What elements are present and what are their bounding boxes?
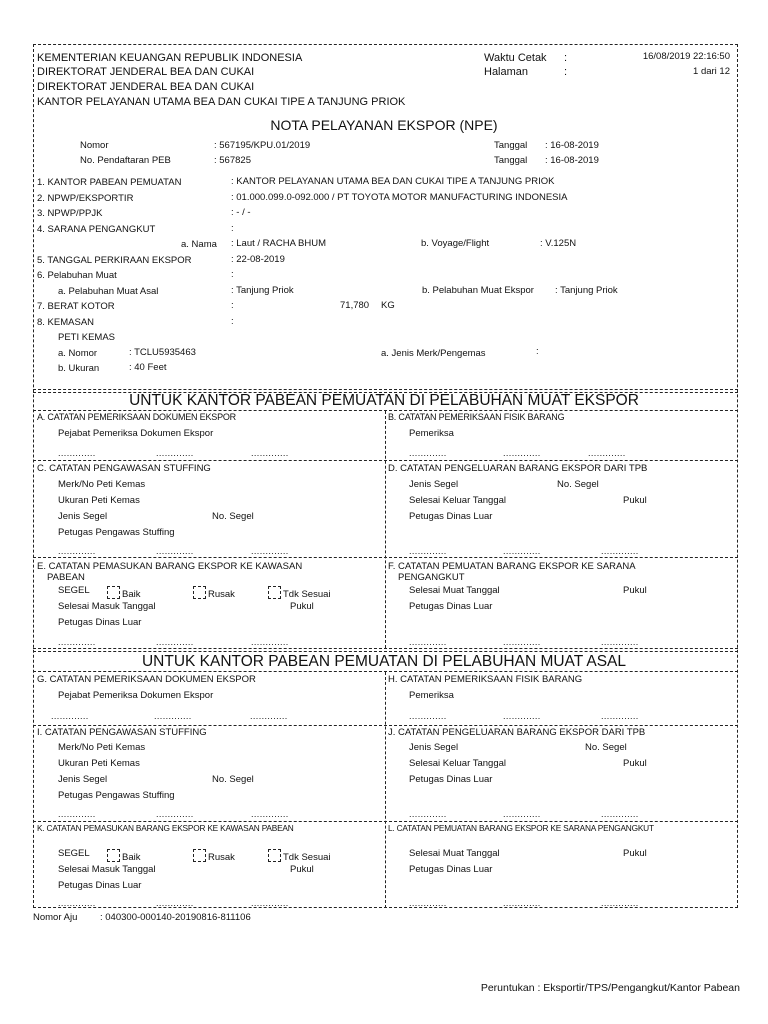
peb-value: : 567825 <box>214 155 251 166</box>
merk-label: a. Jenis Merk/Pengemas <box>381 348 486 359</box>
peb-label: No. Pendaftaran PEB <box>80 155 171 166</box>
pukul-label: Pukul <box>623 585 647 596</box>
box-g-title: G. CATATAN PEMERIKSAAN DOKUMEN EKSPOR <box>37 674 256 685</box>
merk-peti-label: Merk/No Peti Kemas <box>58 479 146 490</box>
pejabat-label: Pejabat Pemeriksa Dokumen Ekspor <box>58 428 214 439</box>
voyage-value: : V.125N <box>540 238 577 249</box>
pel-ekspor-label: b. Pelabuhan Muat Ekspor <box>422 285 534 296</box>
petugas-stuffing-label: Petugas Pengawas Stuffing <box>58 527 175 538</box>
section1-title: UNTUK KANTOR PABEAN PEMUATAN DI PELABUHAN MUAT EKSPOR <box>129 392 639 409</box>
selesai-keluar-label: Selesai Keluar Tanggal <box>409 495 507 506</box>
nama-label: a. Nama <box>181 239 217 250</box>
pel-ekspor-value: : Tanjung Priok <box>555 285 618 296</box>
signature-dots: ............. <box>601 809 639 819</box>
selesai-muat-label: Selesai Muat Tanggal <box>409 848 500 859</box>
segel-tdk-sesuai-option[interactable] <box>268 849 331 863</box>
signature-dots: ............. <box>503 448 541 458</box>
signature-dots: ............. <box>409 711 447 721</box>
checkbox-rusak[interactable] <box>193 849 206 862</box>
baik-label: Baik <box>122 852 141 863</box>
section2-divider <box>33 648 738 652</box>
header-ministry: KEMENTERIAN KEUANGAN REPUBLIK INDONESIA <box>37 52 303 64</box>
box-c-title: C. CATATAN PENGAWASAN STUFFING <box>37 463 211 474</box>
signature-dots: ............. <box>601 637 639 647</box>
jenis-segel-label: Jenis Segel <box>58 774 108 785</box>
signature-dots: ............. <box>251 898 289 908</box>
tgl-perkiraan-label: 5. TANGGAL PERKIRAAN EKSPOR <box>37 255 192 266</box>
kantor-value: : KANTOR PELAYANAN UTAMA BEA DAN CUKAI TIPE A TANJUNG PRIOK <box>231 176 555 187</box>
pk-nomor-value: : TCLU5935463 <box>129 347 196 358</box>
merk-peti-label: Merk/No Peti Kemas <box>58 742 146 753</box>
no-segel-label: No. Segel <box>212 511 254 522</box>
header-directorate: DIREKTORAT JENDERAL BEA DAN CUKAI <box>37 66 255 78</box>
column-divider <box>385 411 386 648</box>
segel-tdk-sesuai-option[interactable] <box>268 586 331 600</box>
signature-dots: ............. <box>588 448 626 458</box>
pel-muat-value: : <box>231 269 234 280</box>
nomor-label: Nomor <box>80 140 109 151</box>
signature-dots: ............. <box>503 637 541 647</box>
berat-label: 7. BERAT KOTOR <box>37 301 115 312</box>
npwp-value: : 01.000.099.0-092.000 / PT TOYOTA MOTOR MANUFACTURING INDONESIA <box>231 192 568 203</box>
tgl-perkiraan-value: : 22-08-2019 <box>231 254 285 265</box>
tanggal-label: Tanggal <box>494 140 528 151</box>
segel-rusak-option[interactable] <box>193 586 235 600</box>
print-time-label: Waktu Cetak <box>484 52 547 64</box>
header-directorate-2: DIREKTORAT JENDERAL BEA DAN CUKAI <box>37 81 255 93</box>
segel-label: SEGEL <box>58 585 90 596</box>
signature-dots: ............. <box>503 711 541 721</box>
signature-dots: ............. <box>156 809 194 819</box>
signature-dots: ............. <box>503 809 541 819</box>
box-d-title: D. CATATAN PENGELUARAN BARANG EKSPOR DARI TPB <box>388 463 648 474</box>
checkbox-rusak[interactable] <box>193 586 206 599</box>
signature-dots: ............. <box>251 637 289 647</box>
signature-dots: ............. <box>251 448 289 458</box>
nama-value: : Laut / RACHA BHUM <box>231 238 327 249</box>
ukuran-peti-label: Ukuran Peti Kemas <box>58 495 140 506</box>
checkbox-tdk-sesuai[interactable] <box>268 586 281 599</box>
segel-baik-option[interactable] <box>107 586 140 600</box>
box-l-title: L. CATATAN PEMUATAN BARANG EKSPOR KE SARANA PENGANGKUT <box>388 823 654 833</box>
box-f-title-cont: PENGANGKUT <box>398 572 465 583</box>
signature-dots: ............. <box>601 711 639 721</box>
sarana-value: : <box>231 223 234 234</box>
print-time-colon: : <box>564 52 568 64</box>
jenis-segel-label: Jenis Segel <box>409 479 459 490</box>
box-e-title-cont: PABEAN <box>47 572 85 583</box>
no-segel-label: No. Segel <box>585 742 627 753</box>
signature-dots: ............. <box>251 809 289 819</box>
pk-ukuran-value: : 40 Feet <box>129 362 167 373</box>
checkbox-tdk-sesuai[interactable] <box>268 849 281 862</box>
signature-dots: ............. <box>156 448 194 458</box>
box-f-title: F. CATATAN PEMUATAN BARANG EKSPOR KE SARANA <box>388 561 636 572</box>
checkbox-baik[interactable] <box>107 586 120 599</box>
signature-dots: ............. <box>601 546 639 556</box>
box-e-title: E. CATATAN PEMASUKAN BARANG EKSPOR KE KAWASAN <box>37 561 303 572</box>
no-segel-label: No. Segel <box>212 774 254 785</box>
nomor-aju-label: Nomor Aju <box>33 912 78 923</box>
signature-dots: ............. <box>409 546 447 556</box>
pukul-label: Pukul <box>623 758 647 769</box>
tanggal-value: : 16-08-2019 <box>545 140 599 151</box>
signature-dots: ............. <box>154 711 192 721</box>
column-divider <box>385 672 386 908</box>
pel-asal-value: : Tanjung Priok <box>231 285 294 296</box>
signature-dots: ............. <box>58 546 96 556</box>
petugas-luar-label: Petugas Dinas Luar <box>409 601 493 612</box>
peruntukan-note: Peruntukan : Eksportir/TPS/Pengangkut/Kantor Pabean <box>480 982 740 994</box>
pel-muat-label: 6. Pelabuhan Muat <box>37 270 117 281</box>
pukul-label: Pukul <box>290 601 314 612</box>
box-k-title: K. CATATAN PEMASUKAN BARANG EKSPOR KE KAWASAN PABEAN <box>37 823 294 833</box>
signature-dots: ............. <box>58 809 96 819</box>
kemasan-label: 8. KEMASAN <box>37 317 95 328</box>
rusak-label: Rusak <box>208 852 235 863</box>
nomor-value: : 567195/KPU.01/2019 <box>214 140 311 151</box>
box-b-title: B. CATATAN PEMERIKSAAN FISIK BARANG <box>388 412 565 422</box>
peti-kemas-label: PETI KEMAS <box>58 332 116 343</box>
pk-ukuran-label: b. Ukuran <box>58 363 100 374</box>
tdk-sesuai-label: Tdk Sesuai <box>283 852 331 863</box>
ukuran-peti-label: Ukuran Peti Kemas <box>58 758 140 769</box>
print-time-value: 16/08/2019 22:16:50 <box>642 51 730 62</box>
section2-title: UNTUK KANTOR PABEAN PEMUATAN DI PELABUHAN MUAT ASAL <box>141 653 627 670</box>
segel-rusak-option[interactable] <box>193 849 235 863</box>
npwp-label: 2. NPWP/EKSPORTIR <box>37 193 134 204</box>
page-value: 1 dari 12 <box>693 66 730 77</box>
pemeriksa-label: Pemeriksa <box>409 428 454 439</box>
petugas-luar-label: Petugas Dinas Luar <box>58 880 142 891</box>
selesai-masuk-label: Selesai Masuk Tanggal <box>58 601 156 612</box>
signature-dots: ............. <box>58 898 96 908</box>
voyage-label: b. Voyage/Flight <box>421 238 490 249</box>
pukul-label: Pukul <box>623 848 647 859</box>
signature-dots: ............. <box>409 448 447 458</box>
pemeriksa-label: Pemeriksa <box>409 690 454 701</box>
signature-dots: ............. <box>156 898 194 908</box>
sarana-label: 4. SARANA PENGANGKUT <box>37 224 156 235</box>
baik-label: Baik <box>122 589 141 600</box>
merk-value: : <box>536 346 539 357</box>
signature-dots: ............. <box>503 898 541 908</box>
tanggal-label: Tanggal <box>494 155 528 166</box>
nomor-aju-value: : 040300-000140-20190816-811106 <box>100 912 251 923</box>
checkbox-baik[interactable] <box>107 849 120 862</box>
box-h-title: H. CATATAN PEMERIKSAAN FISIK BARANG <box>388 674 583 685</box>
tdk-sesuai-label: Tdk Sesuai <box>283 589 331 600</box>
ppjk-label: 3. NPWP/PPJK <box>37 208 103 219</box>
page-colon: : <box>564 66 568 78</box>
jenis-segel-label: Jenis Segel <box>58 511 108 522</box>
signature-dots: ............. <box>250 711 288 721</box>
berat-value: 71,780 <box>340 300 370 311</box>
rusak-label: Rusak <box>208 589 235 600</box>
jenis-segel-label: Jenis Segel <box>409 742 459 753</box>
kantor-label: 1. KANTOR PABEAN PEMUATAN <box>37 177 182 188</box>
petugas-luar-label: Petugas Dinas Luar <box>409 864 493 875</box>
box-j-title: J. CATATAN PENGELUARAN BARANG EKSPOR DARI TPB <box>388 727 646 738</box>
petugas-luar-label: Petugas Dinas Luar <box>58 617 142 628</box>
box-i-title: I. CATATAN PENGAWASAN STUFFING <box>37 727 207 738</box>
petugas-luar-label: Petugas Dinas Luar <box>409 511 493 522</box>
header-office: KANTOR PELAYANAN UTAMA BEA DAN CUKAI TIPE A TANJUNG PRIOK <box>37 96 406 108</box>
signature-dots: ............. <box>409 898 447 908</box>
segel-baik-option[interactable] <box>107 849 140 863</box>
signature-dots: ............. <box>251 546 289 556</box>
document-title: NOTA PELAYANAN EKSPOR (NPE) <box>270 117 498 133</box>
petugas-luar-label: Petugas Dinas Luar <box>409 774 493 785</box>
signature-dots: ............. <box>58 448 96 458</box>
ppjk-value: : - / - <box>231 207 251 218</box>
pukul-label: Pukul <box>623 495 647 506</box>
berat-colon: : <box>231 300 234 311</box>
signature-dots: ............. <box>409 809 447 819</box>
signature-dots: ............. <box>58 637 96 647</box>
tanggal-value: : 16-08-2019 <box>545 155 599 166</box>
selesai-muat-label: Selesai Muat Tanggal <box>409 585 500 596</box>
berat-unit: KG <box>381 300 395 311</box>
signature-dots: ............. <box>156 637 194 647</box>
pel-asal-label: a. Pelabuhan Muat Asal <box>58 286 159 297</box>
selesai-masuk-label: Selesai Masuk Tanggal <box>58 864 156 875</box>
signature-dots: ............. <box>51 711 89 721</box>
selesai-keluar-label: Selesai Keluar Tanggal <box>409 758 507 769</box>
signature-dots: ............. <box>503 546 541 556</box>
signature-dots: ............. <box>409 637 447 647</box>
signature-dots: ............. <box>156 546 194 556</box>
pukul-label: Pukul <box>290 864 314 875</box>
segel-label: SEGEL <box>58 848 90 859</box>
signature-dots: ............. <box>601 898 639 908</box>
petugas-stuffing-label: Petugas Pengawas Stuffing <box>58 790 175 801</box>
pk-nomor-label: a. Nomor <box>58 348 98 359</box>
no-segel-label: No. Segel <box>557 479 599 490</box>
box-a-title: A. CATATAN PEMERIKSAAN DOKUMEN EKSPOR <box>37 412 236 422</box>
page-label: Halaman <box>484 66 529 78</box>
kemasan-value: : <box>231 316 234 327</box>
pejabat-label: Pejabat Pemeriksa Dokumen Ekspor <box>58 690 214 701</box>
